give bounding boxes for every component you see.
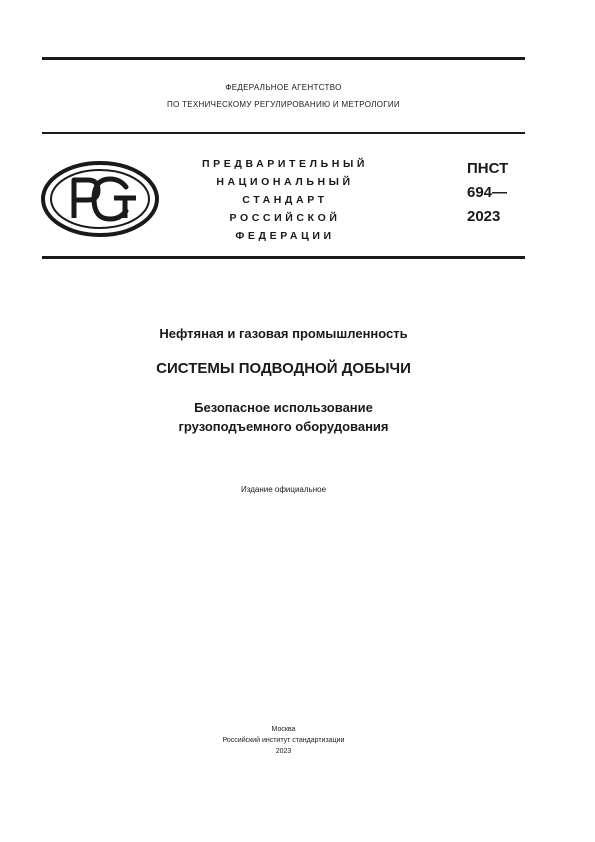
standard-title-line: СТАНДАРТ	[242, 194, 328, 206]
edition-label: Издание официальное	[240, 485, 327, 494]
subtitle	[42, 398, 525, 436]
imprint	[42, 724, 525, 757]
agency-name-line2: ПО ТЕХНИЧЕСКОМУ РЕГУЛИРОВАНИЮ И МЕТРОЛОГИИ	[167, 100, 400, 109]
standard-designation	[467, 157, 508, 229]
standard-type-title	[180, 155, 390, 245]
imprint-city: Москва	[271, 726, 296, 733]
agency-name-line1: ФЕДЕРАЛЬНОЕ АГЕНТСТВО	[225, 83, 342, 92]
header-bottom-rule	[42, 256, 525, 259]
imprint-year: 2023	[275, 748, 292, 755]
industry-title: Нефтяная и газовая промышленность	[159, 326, 408, 341]
imprint-publisher: Российский институт стандартизации	[222, 737, 345, 744]
header-divider	[42, 132, 525, 134]
subtitle-line2: грузоподъемного оборудования	[178, 419, 389, 434]
standard-title-line: ПРЕДВАРИТЕЛЬНЫЙ	[202, 158, 368, 170]
standard-title-line: ФЕДЕРАЦИИ	[235, 230, 335, 242]
standard-code: ПНСТ	[467, 160, 509, 177]
standard-year: 2023	[467, 208, 501, 225]
rst-logo-icon	[40, 160, 160, 238]
standard-title-line: НАЦИОНАЛЬНЫЙ	[216, 176, 354, 188]
standard-number: 694—	[467, 184, 508, 201]
standard-title-line: РОССИЙСКОЙ	[229, 212, 341, 224]
top-rule	[42, 57, 525, 60]
subtitle-line1: Безопасное использование	[194, 400, 373, 415]
main-title: СИСТЕМЫ ПОДВОДНОЙ ДОБЫЧИ	[156, 360, 411, 377]
